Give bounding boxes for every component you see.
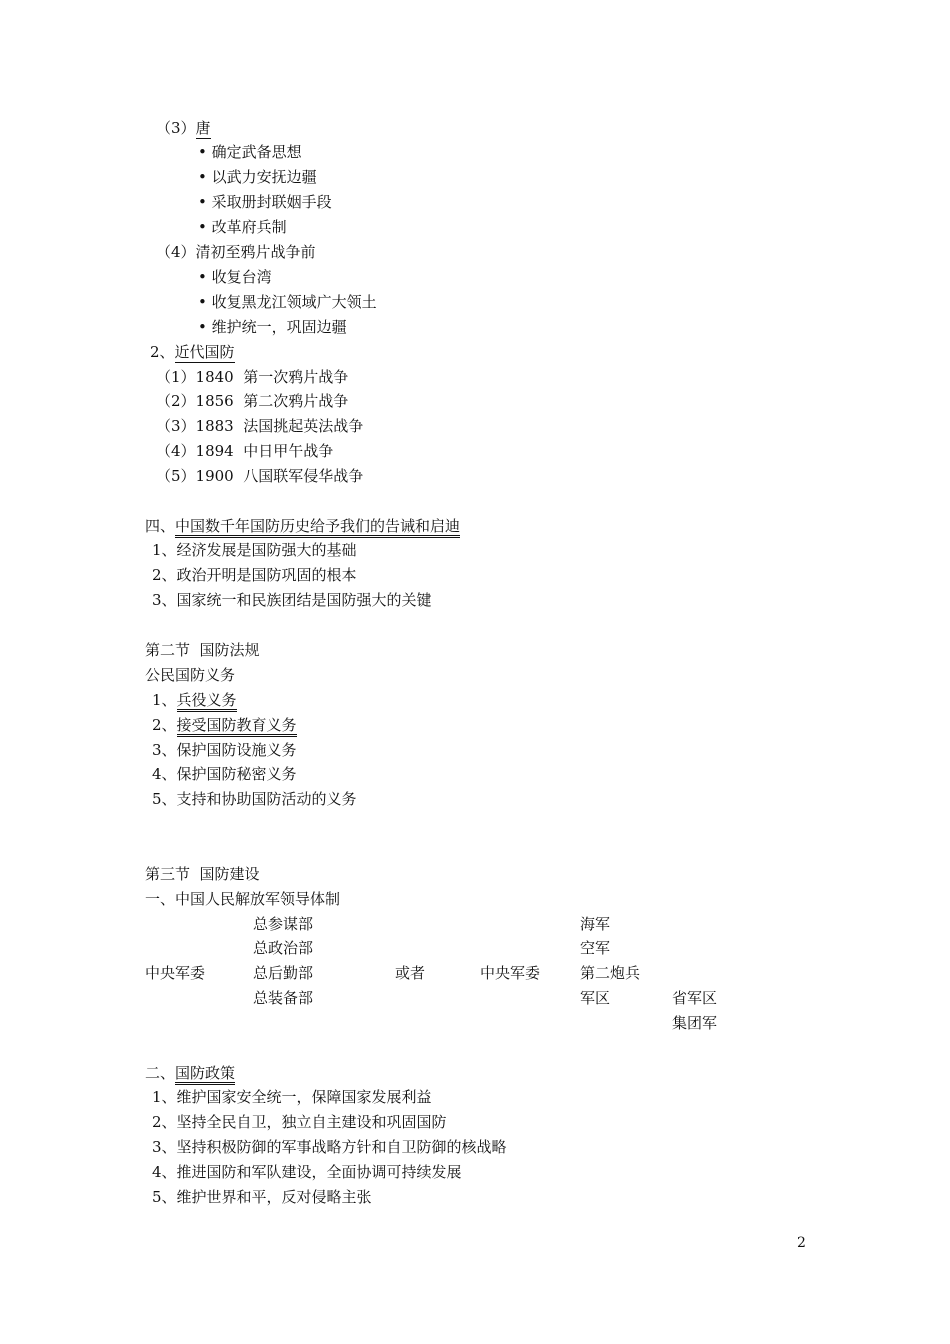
diagram-branch: 第二炮兵 [580, 964, 641, 982]
duty1-prefix: 1、 [152, 691, 177, 709]
list-item: • 确定武备思想 [198, 143, 302, 161]
tang-heading [156, 121, 211, 136]
modern-heading [150, 345, 235, 360]
diagram-or: 或者 [395, 964, 426, 982]
list-item: （1）1840 第一次鸦片战争 [156, 368, 349, 386]
list-item: 3、坚持积极防御的军事战略方针和自卫防御的核战略 [152, 1138, 507, 1156]
diagram-root: 中央军委 [480, 964, 541, 982]
list-item [152, 693, 237, 708]
duty2-prefix: 2、 [152, 716, 177, 734]
duty2-text: 接受国防教育义务 [177, 716, 297, 737]
lessons-prefix: 四、 [145, 517, 176, 535]
diagram-root: 中央军委 [145, 964, 206, 982]
section3-subtitle: 一、中国人民解放军领导体制 [145, 890, 341, 908]
list-item: 1、维护国家安全统一，保障国家发展利益 [152, 1088, 432, 1106]
policy-heading [145, 1066, 235, 1081]
diagram-branch: 海军 [580, 915, 611, 933]
list-item [152, 718, 297, 733]
diagram-branch: 总参谋部 [253, 915, 314, 933]
diagram-branch: 总后勤部 [253, 964, 314, 982]
modern-title: 近代国防 [174, 343, 235, 361]
list-item: 5、维护世界和平，反对侵略主张 [152, 1188, 372, 1206]
section3-title: 第三节 国防建设 [145, 865, 260, 883]
list-item: 5、支持和协助国防活动的义务 [152, 790, 357, 808]
list-item: 1、经济发展是国防强大的基础 [152, 541, 357, 559]
list-item: • 维护统一，巩固边疆 [198, 318, 347, 336]
policy-title: 国防政策 [175, 1064, 235, 1085]
list-item: • 采取册封联姻手段 [198, 193, 332, 211]
list-item: 3、国家统一和民族团结是国防强大的关键 [152, 591, 432, 609]
lessons-title: 中国数千年国防历史给予我们的告诫和启迪 [175, 517, 460, 538]
diagram-branch: 空军 [580, 939, 611, 957]
tang-heading-title: 唐 [195, 119, 211, 137]
diagram-sub-branch: 省军区 [672, 989, 718, 1007]
list-item: 3、保护国防设施义务 [152, 741, 297, 759]
lessons-heading [145, 519, 460, 534]
diagram-branch: 总政治部 [253, 939, 314, 957]
policy-prefix: 二、 [145, 1064, 176, 1082]
diagram-branch: 军区 [580, 989, 611, 1007]
list-item: （3）1883 法国挑起英法战争 [156, 417, 364, 435]
section2-subtitle: 公民国防义务 [145, 666, 236, 684]
list-item: （5）1900 八国联军侵华战争 [156, 467, 364, 485]
list-item: 2、坚持全民自卫，独立自主建设和巩固国防 [152, 1113, 447, 1131]
list-item: 4、保护国防秘密义务 [152, 765, 297, 783]
list-item: 2、政治开明是国防巩固的根本 [152, 566, 357, 584]
page-number: 2 [797, 1235, 806, 1251]
diagram-branch: 总装备部 [253, 989, 314, 1007]
duty1-text: 兵役义务 [177, 691, 237, 712]
qing-heading: （4）清初至鸦片战争前 [156, 243, 316, 261]
list-item: 4、推进国防和军队建设，全面协调可持续发展 [152, 1163, 462, 1181]
list-item: （4）1894 中日甲午战争 [156, 442, 334, 460]
list-item: • 以武力安抚边疆 [198, 168, 317, 186]
list-item: • 收复台湾 [198, 268, 272, 286]
tang-heading-prefix: （3） [156, 119, 196, 137]
diagram-sub-branch: 集团军 [672, 1014, 718, 1032]
section2-title: 第二节 国防法规 [145, 641, 260, 659]
list-item: • 收复黑龙江领域广大领土 [198, 293, 377, 311]
list-item: • 改革府兵制 [198, 218, 287, 236]
list-item: （2）1856 第二次鸦片战争 [156, 392, 349, 410]
modern-prefix: 2、 [150, 343, 175, 361]
